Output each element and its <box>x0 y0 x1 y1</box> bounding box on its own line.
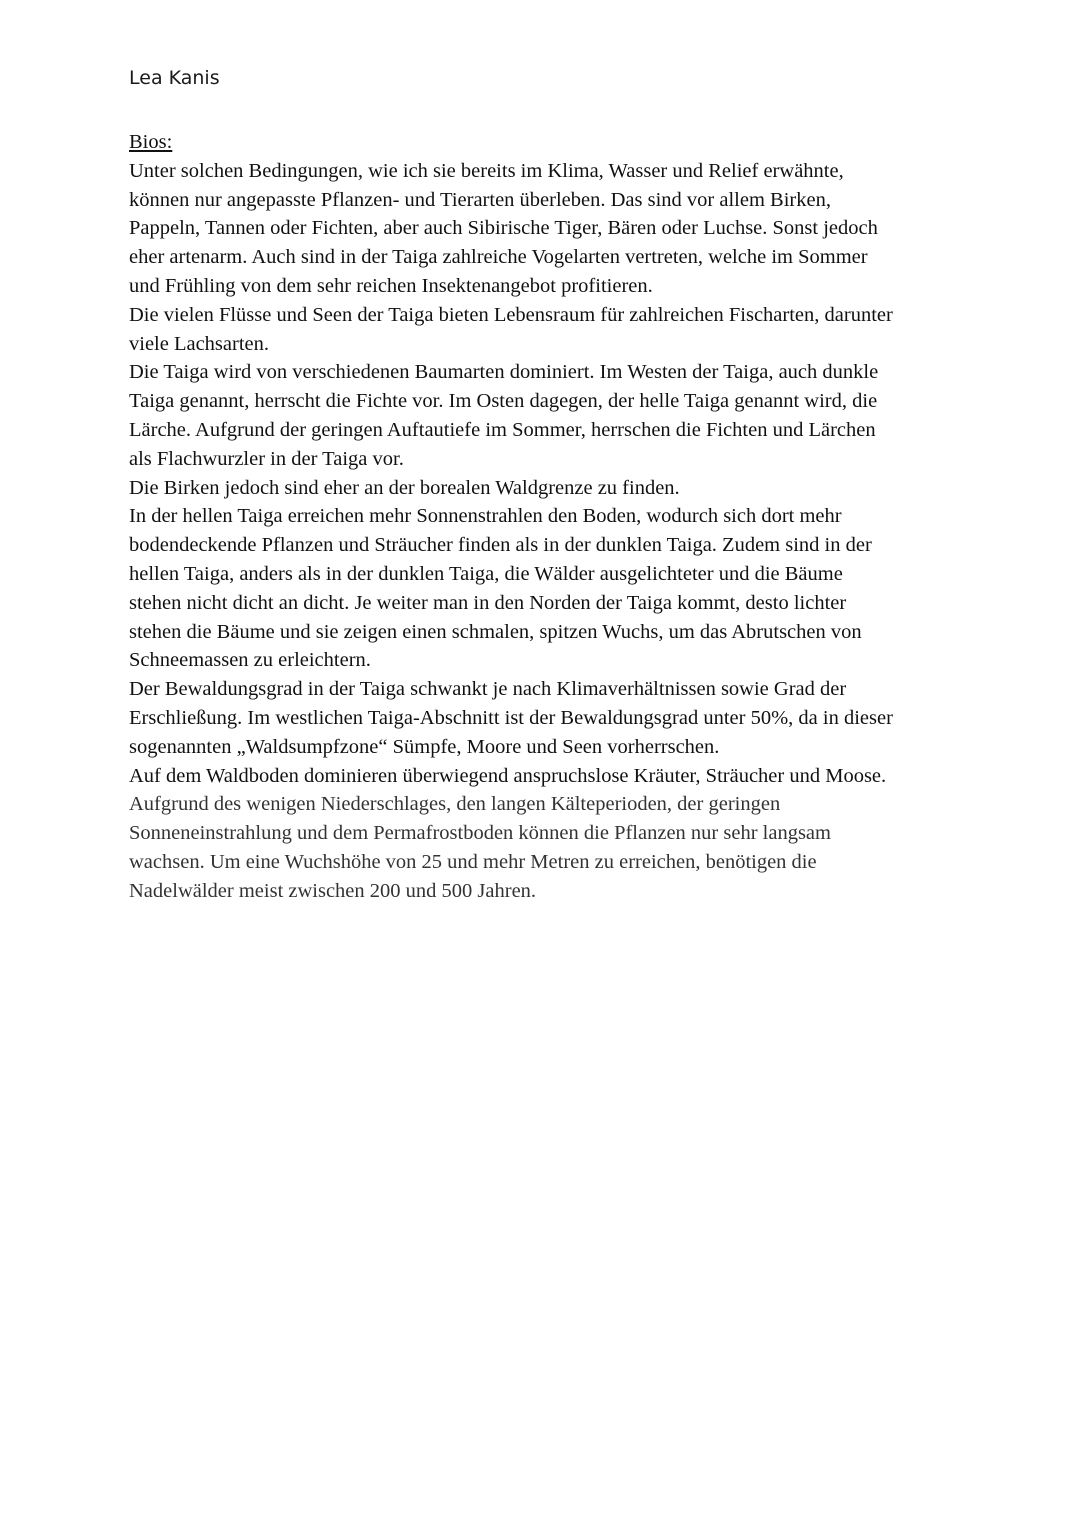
text-line: Nadelwälder meist zwischen 200 und 500 Jahren. <box>129 879 537 902</box>
text-line: Die Taiga wird von verschiedenen Baumarten dominiert. Im Westen der Taiga, auch dunkle <box>129 361 879 384</box>
document-body <box>129 128 959 906</box>
text-line: Schneemassen zu erleichtern. <box>129 649 371 672</box>
text-line: eher artenarm. Auch sind in der Taiga zahlreiche Vogelarten vertreten, welche im Sommer <box>129 246 868 269</box>
text-line: Sonneneinstrahlung und dem Permafrostboden können die Pflanzen nur sehr langsam <box>129 822 831 845</box>
section-heading: Bios: <box>129 131 173 153</box>
text-line: als Flachwurzler in der Taiga vor. <box>129 447 404 470</box>
text-line: stehen die Bäume und sie zeigen einen schmalen, spitzen Wuchs, um das Abrutschen von <box>129 620 862 643</box>
text-line: Unter solchen Bedingungen, wie ich sie bereits im Klima, Wasser und Relief erwähnte, <box>129 159 844 182</box>
text-line: Lärche. Aufgrund der geringen Auftautiefe im Sommer, herrschen die Fichten und Lärchen <box>129 418 876 441</box>
text-line: Auf dem Waldboden dominieren überwiegend anspruchslose Kräuter, Sträucher und Moose. <box>129 764 887 787</box>
text-line: bodendeckende Pflanzen und Sträucher finden als in der dunklen Taiga. Zudem sind in der <box>129 534 872 557</box>
text-line: Pappeln, Tannen oder Fichten, aber auch Sibirische Tiger, Bären oder Luchse. Sonst jedoch <box>129 217 878 240</box>
text-line: Aufgrund des wenigen Niederschlages, den langen Kälteperioden, der geringen <box>129 793 781 816</box>
text-line: viele Lachsarten. <box>129 332 270 355</box>
text-line: Der Bewaldungsgrad in der Taiga schwankt je nach Klimaverhältnissen sowie Grad der <box>129 678 847 701</box>
text-line: Erschließung. Im westlichen Taiga-Abschnitt ist der Bewaldungsgrad unter 50%, da in dieser <box>129 706 893 729</box>
text-line: sogenannten „Waldsumpfzone“ Sümpfe, Moore und Seen vorherrschen. <box>129 735 720 758</box>
text-line: können nur angepasste Pflanzen- und Tierarten überleben. Das sind vor allem Birken, <box>129 188 831 211</box>
text-line: Taiga genannt, herrscht die Fichte vor. Im Osten dagegen, der helle Taiga genannt wird, die <box>129 390 878 413</box>
text-line: Die vielen Flüsse und Seen der Taiga bieten Lebensraum für zahlreichen Fischarten, darunter <box>129 303 893 326</box>
text-line: In der hellen Taiga erreichen mehr Sonnenstrahlen den Boden, wodurch sich dort mehr <box>129 505 842 528</box>
author-name: Lea Kanis <box>129 67 220 89</box>
text-line: stehen nicht dicht an dicht. Je weiter man in den Norden der Taiga kommt, desto lichter <box>129 591 847 614</box>
text-line: Die Birken jedoch sind eher an der borealen Waldgrenze zu finden. <box>129 476 680 499</box>
text-line: hellen Taiga, anders als in der dunklen Taiga, die Wälder ausgelichteter und die Bäume <box>129 562 843 585</box>
text-line: und Frühling von dem sehr reichen Insektenangebot profitieren. <box>129 274 653 297</box>
text-line: wachsen. Um eine Wuchshöhe von 25 und mehr Metren zu erreichen, benötigen die <box>129 850 817 873</box>
